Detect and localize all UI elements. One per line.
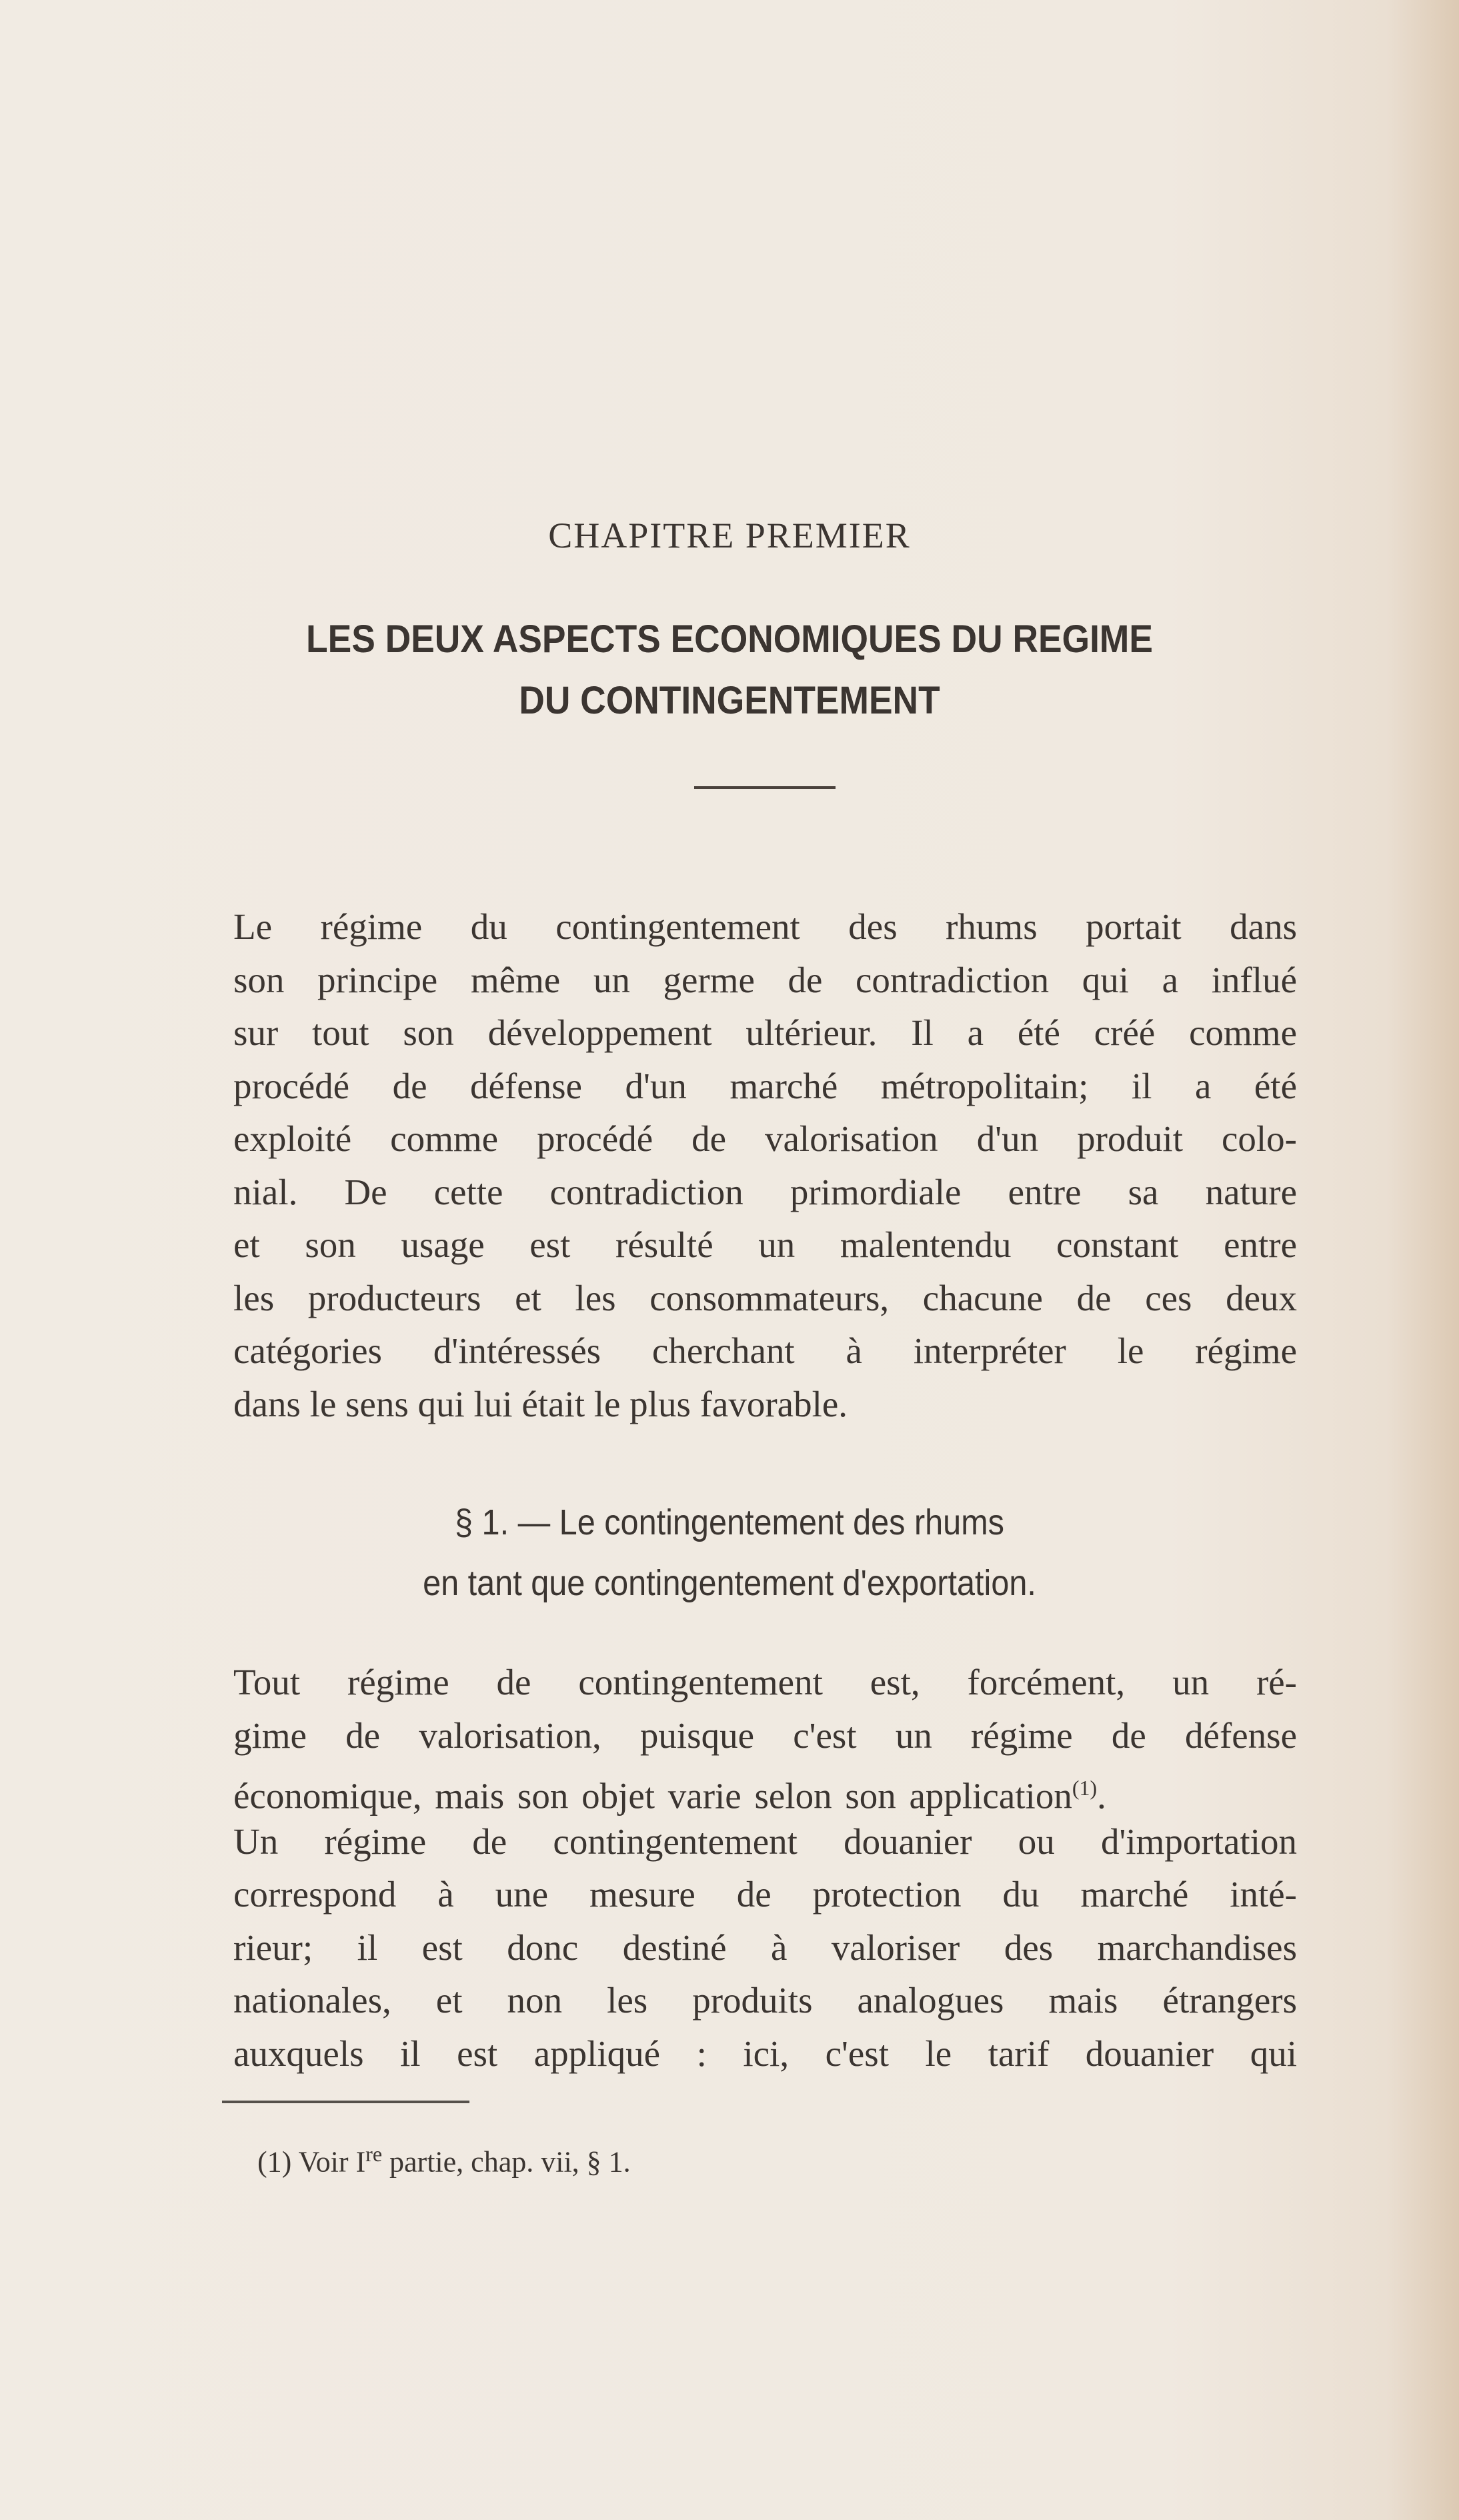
paragraph-2 (233, 1656, 1297, 2080)
text-line: Tout régime de contingentement est, forcément, un ré- (233, 1662, 1297, 1702)
chapter-title-line-2: DU CONTINGENTEMENT (519, 679, 940, 722)
text-line: gime de valorisation, puisque c'est un régime de défense (233, 1714, 1297, 1756)
text-line: sur tout son développement ultérieur. Il a été créé comme (233, 1012, 1297, 1053)
paragraph-1 (233, 900, 1297, 1430)
text-line: correspond à une mesure de protection du marché inté- (233, 1874, 1297, 1915)
chapter-label: CHAPITRE PREMIER (548, 515, 911, 555)
footnote-rest: partie, chap. vii, § 1. (382, 2145, 631, 2179)
title-divider (694, 786, 836, 789)
text-line: son principe même un germe de contradiction qui a influé (233, 959, 1297, 1000)
section-heading-line-2: en tant que contingentement d'exportation. (423, 1563, 1036, 1603)
footnote-divider (222, 2101, 469, 2103)
footnote (257, 2142, 631, 2179)
section-heading-line-1: § 1. — Le contingentement des rhums (455, 1502, 1004, 1542)
text-line: nial. De cette contradiction primordiale entre sa nature (233, 1171, 1297, 1212)
text-line-content: économique, mais son objet varie selon son application (233, 1775, 1072, 1816)
text-line: Un régime de contingentement douanier ou d'importation (233, 1820, 1297, 1862)
text-line: économique, mais son objet varie selon son application$^{(1)}$. (233, 1775, 1106, 1816)
text-line: catégories d'intéressés cherchant à interpréter le régime (233, 1330, 1297, 1371)
text-line: nationales, et non les produits analogues mais étrangers (233, 1980, 1297, 2021)
text-line: exploité comme procédé de valorisation d'un produit colo- (233, 1118, 1297, 1159)
text-line: procédé de défense d'un marché métropolitain; il a été (233, 1065, 1297, 1106)
text-line: et son usage est résulté un malentendu constant entre (233, 1224, 1297, 1265)
text-line: dans le sens qui lui était le plus favorable. (233, 1383, 848, 1424)
footnote-superscript: re (365, 2142, 383, 2166)
text-line: les producteurs et les consommateurs, chacune de ces deux (233, 1277, 1297, 1318)
chapter-title-line-1: LES DEUX ASPECTS ECONOMIQUES DU REGIME (306, 617, 1153, 661)
footnote-reference[interactable]: (1) (1072, 1776, 1098, 1800)
text-line: rieur; il est donc destiné à valoriser des marchandises (233, 1927, 1297, 1968)
text-line: Le régime du contingentement des rhums portait dans (233, 906, 1297, 947)
text-line: auxquels il est appliqué : ici, c'est le tarif douanier qui (233, 2033, 1297, 2074)
footnote-prefix: (1) Voir I (257, 2145, 366, 2179)
